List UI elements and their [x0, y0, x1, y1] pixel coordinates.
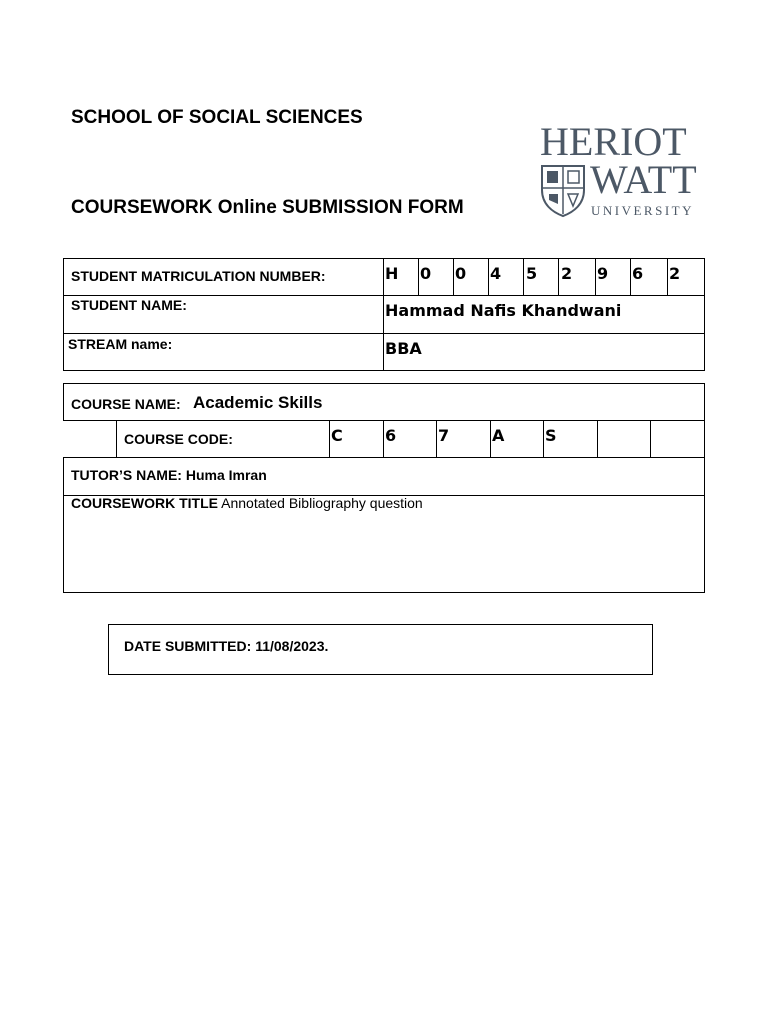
matric-digit: 9: [597, 264, 609, 283]
matric-digit: 4: [490, 264, 502, 283]
cell-divider: [453, 258, 454, 295]
cell-divider: [329, 420, 330, 458]
tutor-label: TUTOR’S NAME:: [71, 467, 182, 483]
stream-value: BBA: [385, 339, 422, 358]
course-code-char: 6: [385, 426, 397, 445]
cell-divider: [543, 420, 544, 458]
course-code-char: A: [492, 426, 505, 445]
matric-digit: H: [385, 264, 399, 283]
course-name-label: COURSE NAME:: [71, 396, 181, 412]
course-code-char: S: [545, 426, 557, 445]
cell-divider: [523, 258, 524, 295]
course-code-char: C: [331, 426, 343, 445]
coursework-title-value: Annotated Bibliography question: [221, 495, 423, 511]
cell-divider: [558, 258, 559, 295]
matric-digit: 0: [455, 264, 467, 283]
logo-line-2: WATT: [590, 157, 697, 202]
date-submitted-label: DATE SUBMITTED:: [124, 638, 252, 654]
coursework-row: [71, 495, 423, 511]
matric-digit: 2: [561, 264, 573, 283]
cell-divider: [488, 258, 489, 295]
form-title: COURSEWORK Online SUBMISSION FORM: [71, 197, 464, 218]
cell-divider: [595, 258, 596, 295]
cell-divider: [418, 258, 419, 295]
course-name-value: Academic Skills: [193, 393, 323, 412]
course-code-label: COURSE CODE:: [124, 431, 233, 447]
tutor-row: [71, 467, 267, 483]
cell-divider: [383, 420, 384, 458]
cell-divider: [597, 420, 598, 458]
matric-digit: 2: [669, 264, 681, 283]
course-code-char: 7: [438, 426, 450, 445]
crest-icon: [540, 164, 586, 218]
matric-digit: 5: [526, 264, 538, 283]
matric-label: STUDENT MATRICULATION NUMBER:: [71, 268, 326, 284]
column-divider: [383, 258, 384, 371]
matric-digit: 0: [420, 264, 432, 283]
cell-divider: [667, 258, 668, 295]
heriot-watt-logo: [538, 119, 710, 220]
cell-divider: [490, 420, 491, 458]
cell-divider: [650, 420, 651, 458]
logo-line-3: UNIVERSITY: [591, 203, 694, 218]
tutor-value: Huma Imran: [185, 467, 267, 483]
date-submitted: [124, 638, 328, 654]
school-heading: SCHOOL OF SOCIAL SCIENCES: [71, 107, 363, 128]
coursework-title-label: COURSEWORK TITLE: [71, 495, 218, 511]
row-divider: [63, 295, 705, 296]
row-divider: [63, 333, 705, 334]
cell-divider: [630, 258, 631, 295]
cell-divider: [436, 420, 437, 458]
cell-divider: [704, 420, 705, 458]
date-submitted-value: 11/08/2023.: [255, 638, 329, 654]
student-name-value: Hammad Nafis Khandwani: [385, 301, 622, 320]
matric-digit: 6: [632, 264, 644, 283]
stream-label: STREAM name:: [68, 336, 173, 352]
logo-line-1: HERIOT: [540, 119, 687, 164]
student-name-label: STUDENT NAME:: [71, 297, 187, 313]
